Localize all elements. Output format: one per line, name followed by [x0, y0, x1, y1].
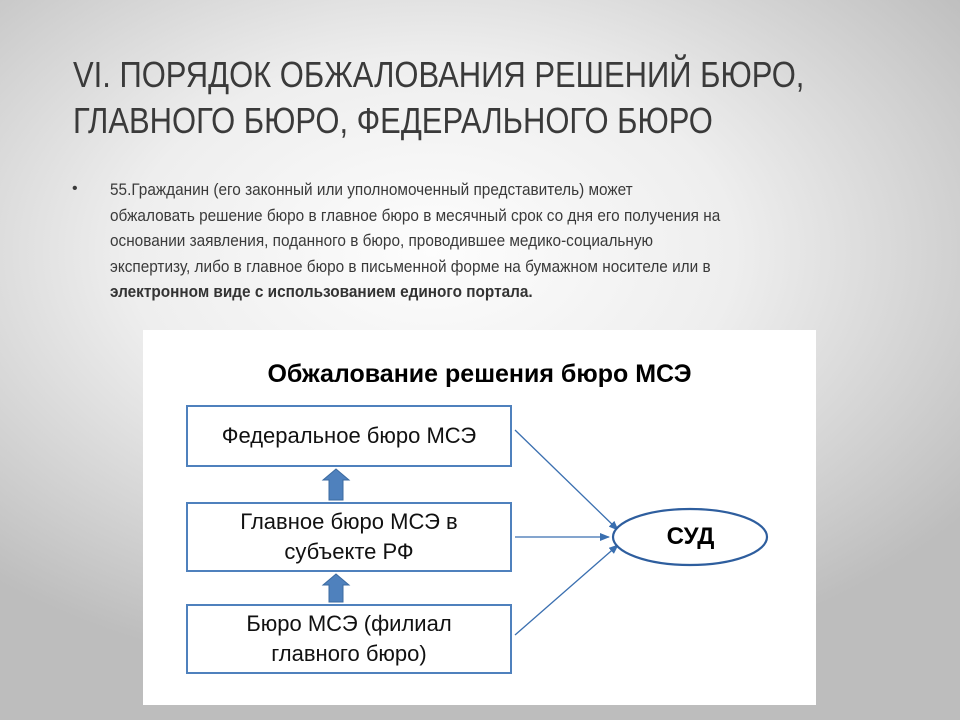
main-bureau-label-line-1: Главное бюро МСЭ в: [240, 509, 458, 534]
federal-bureau-box: [186, 405, 512, 467]
up-arrow-icon: [323, 574, 349, 602]
paragraph-line: основании заявления, поданного в бюро, проводившее медико-социальную: [110, 232, 654, 250]
slide-title: [73, 52, 899, 144]
paragraph-line: экспертизу, либо в главное бюро в письменной форме на бумажном носителе или в: [110, 257, 711, 276]
branch-bureau-label-line-2: главного бюро): [271, 641, 427, 666]
branch-bureau-box: [186, 604, 512, 674]
slide-title-line-2: ГЛАВНОГО БЮРО, ФЕДЕРАЛЬНОГО БЮРО: [73, 100, 713, 141]
up-arrow-icon: [323, 469, 349, 500]
court-label: СУД: [666, 523, 715, 550]
diagram-title: Обжалование решения бюро МСЭ: [267, 360, 692, 388]
branch-bureau-label-line-1: Бюро МСЭ (филиал: [246, 611, 452, 636]
slide-title-line-1: VI. ПОРЯДОК ОБЖАЛОВАНИЯ РЕШЕНИЙ БЮРО,: [73, 54, 805, 95]
main-bureau-label-line-2: субъекте РФ: [284, 539, 414, 564]
federal-bureau-label: Федеральное бюро МСЭ: [221, 423, 477, 448]
paragraph-bold-line: электронном виде с использованием единого портала.: [110, 283, 533, 301]
paragraph-line: 55.Гражданин (его законный или уполномоченный представитель) может: [110, 181, 633, 199]
main-bureau-box: [186, 502, 512, 572]
connector-federal-to-court: [515, 430, 618, 530]
appeal-diagram: [143, 330, 816, 705]
bullet-icon: •: [72, 180, 78, 197]
paragraph-55: [110, 178, 835, 306]
connector-branch-to-court: [515, 545, 618, 635]
paragraph-line: обжаловать решение бюро в главное бюро в месячный срок со дня его получения на: [110, 206, 721, 225]
